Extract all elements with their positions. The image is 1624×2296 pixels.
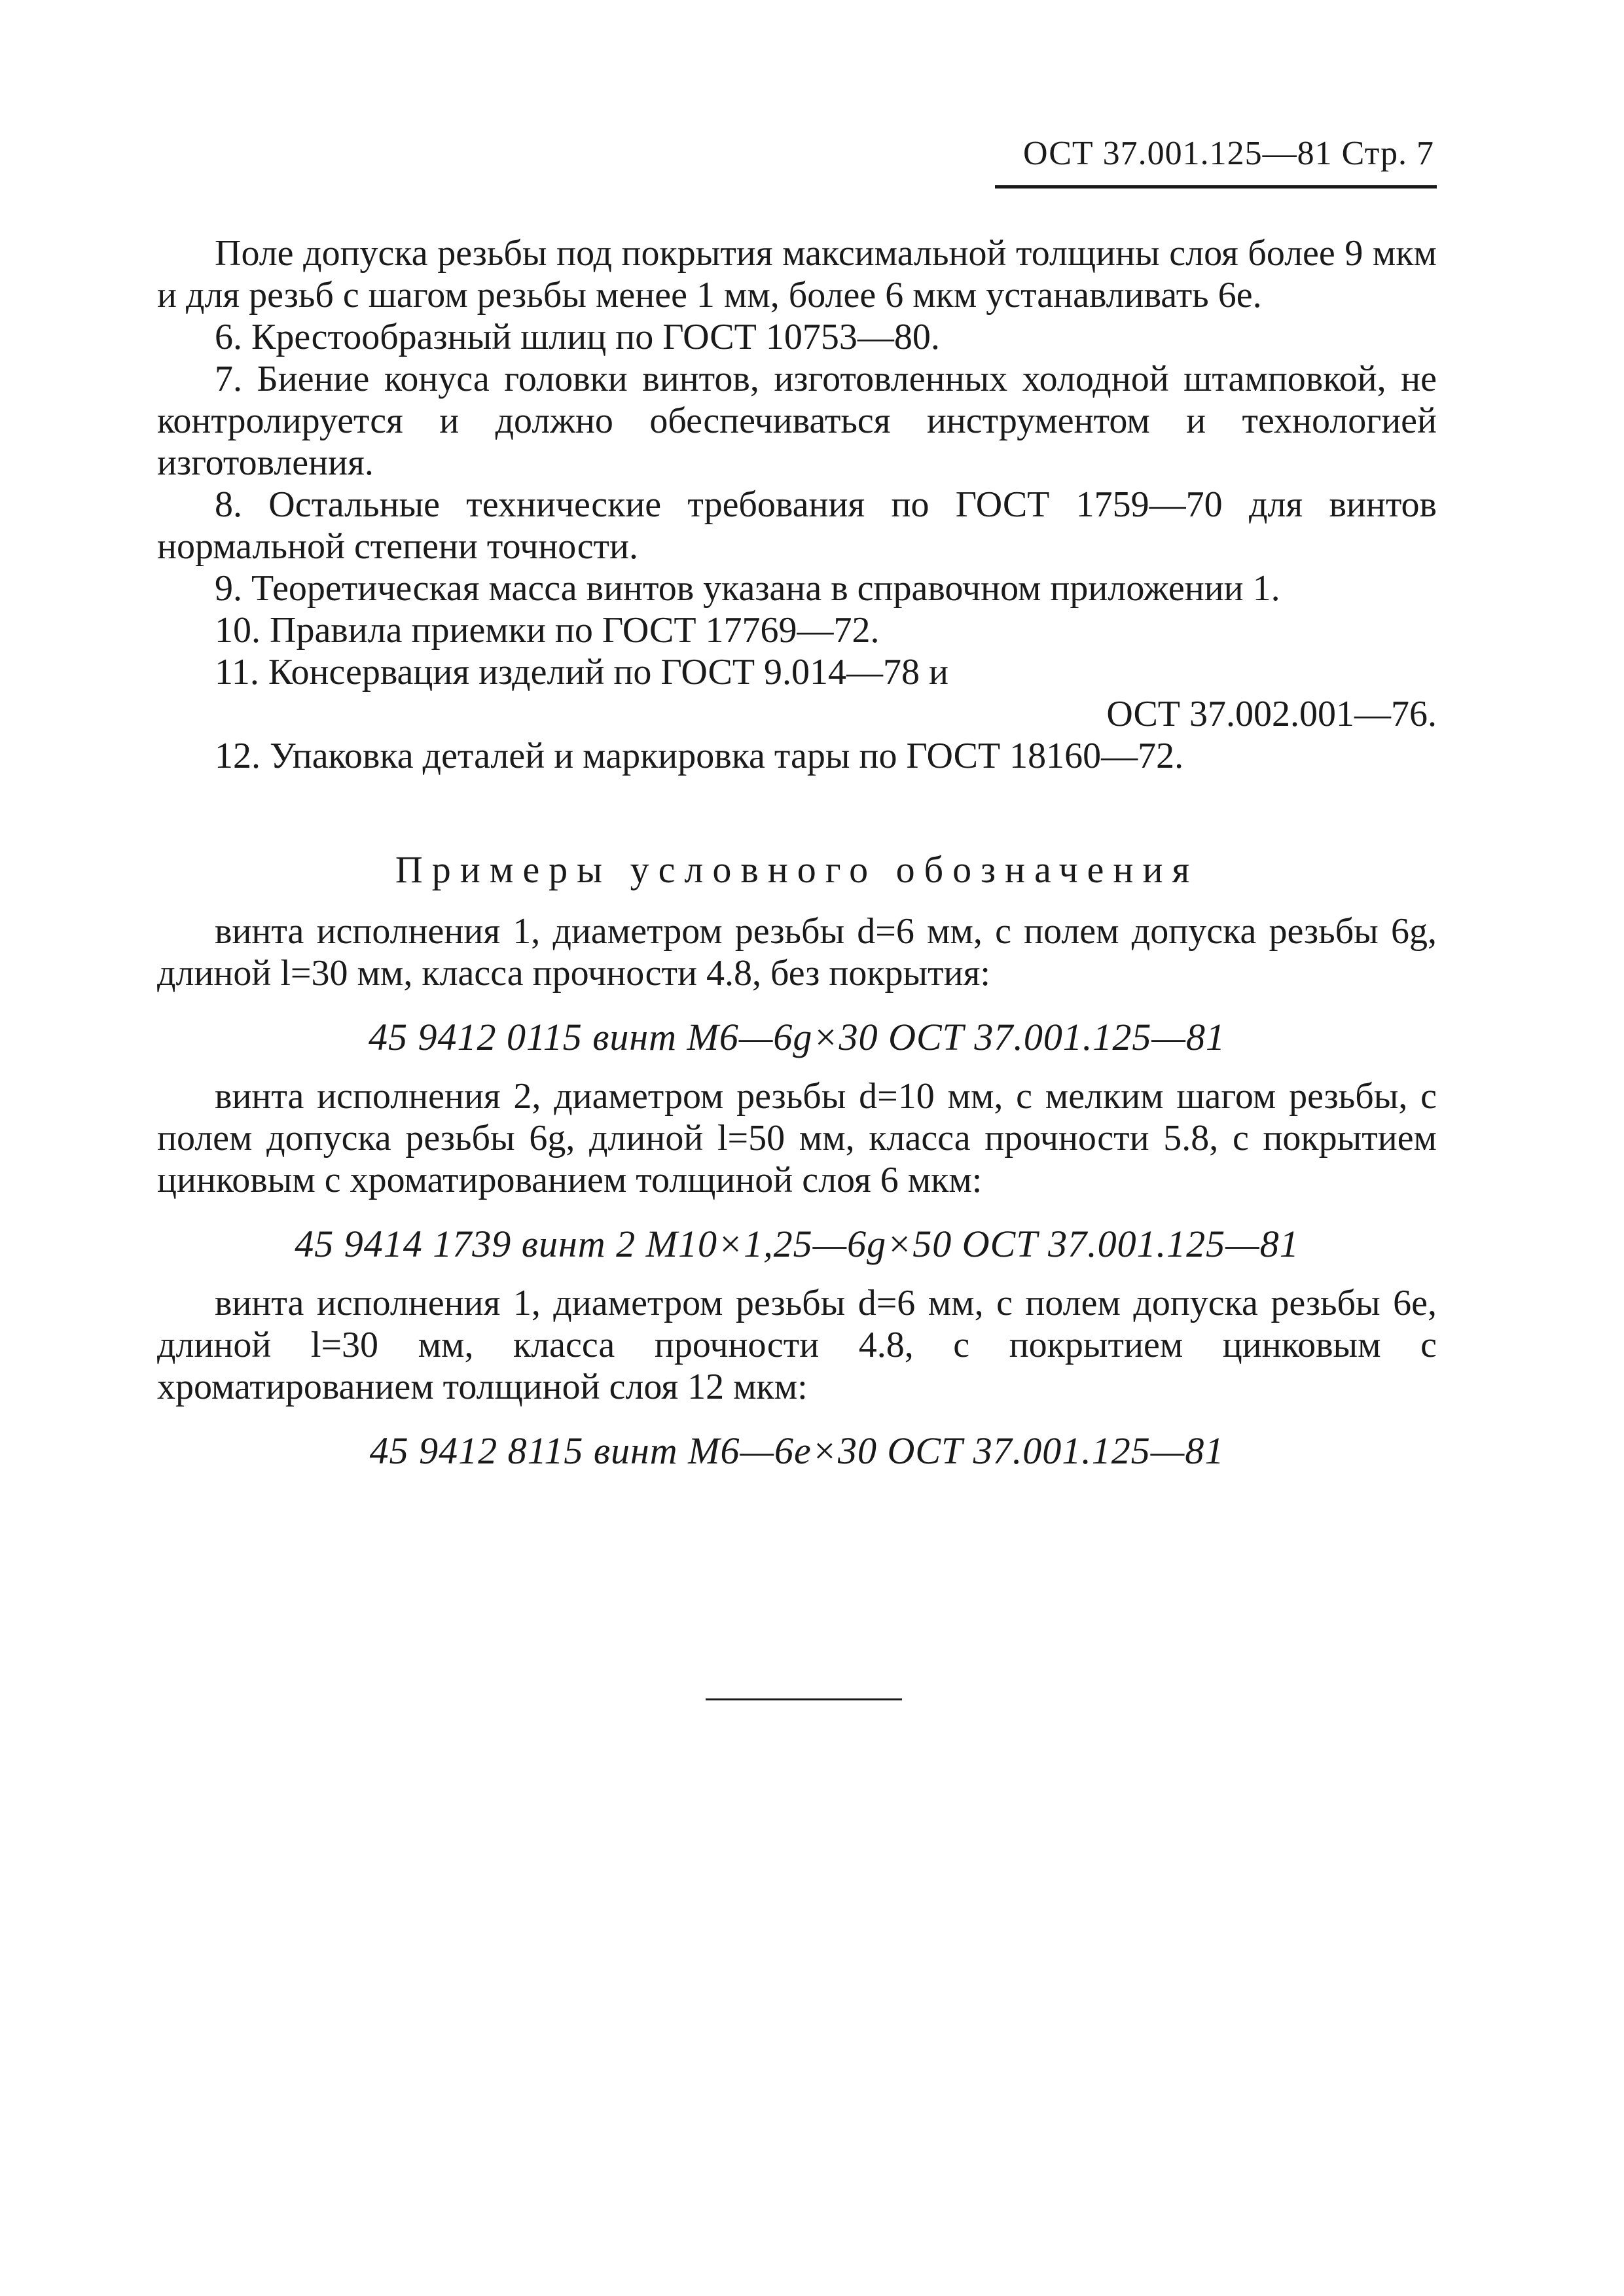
example-3-designation: 45 9412 8115 винт М6—6е×30 ОСТ 37.001.125—81	[369, 1429, 1225, 1472]
example-2-designation: 45 9414 1739 винт 2 М10×1,25—6g×50 ОСТ 37.001.125—81	[295, 1223, 1299, 1265]
item-12: 12. Упаковка деталей и маркировка тары по ГОСТ 18160—72.	[215, 736, 1184, 776]
item-6: 6. Крестообразный шлиц по ГОСТ 10753—80.	[215, 317, 940, 357]
item-7: 7. Биение конуса головки винтов, изготовленных холодной штамповкой, не контролируется и должно обеспечиваться инструментом и технологией изготовления.	[157, 359, 1437, 483]
page-header: ОСТ 37.001.125—81 Стр. 7	[1023, 135, 1434, 172]
item-8: 8. Остальные технические требования по ГОСТ 1759—70 для винтов нормальной степени точности.	[157, 484, 1437, 567]
item-11-line1: 11. Консервация изделий по ГОСТ 9.014—78 и	[215, 652, 949, 692]
document-body	[157, 232, 1437, 1489]
examples-heading: Примеры условного обозначения	[395, 848, 1199, 891]
item-10: 10. Правила приемки по ГОСТ 17769—72.	[215, 610, 880, 651]
end-rule	[706, 1698, 902, 1700]
example-1-text: винта исполнения 1, диаметром резьбы d=6 мм, с полем допуска резьбы 6g, длиной l=30 мм, класса прочности 4.8, без покрытия:	[157, 911, 1437, 994]
header-rule	[995, 185, 1437, 188]
example-2-text: винта исполнения 2, диаметром резьбы d=10 мм, с мелким шагом резьбы, с полем допуска резьбы 6g, длиной l=50 мм, класса прочности 5.8, с покрытием цинковым с хроматированием толщиной слоя 6 мкм:	[157, 1076, 1437, 1200]
intro-paragraph: Поле допуска резьбы под покрытия максимальной толщины слоя более 9 мкм и для резьб с шагом резьбы менее 1 мм, более 6 мкм устанавливать 6е.	[157, 233, 1437, 315]
example-3-text: винта исполнения 1, диаметром резьбы d=6 мм, с полем допуска резьбы 6е, длиной l=30 мм, класса прочности 4.8, с покрытием цинковым с хроматированием толщиной слоя 12 мкм:	[157, 1283, 1437, 1407]
item-11-line2: ОСТ 37.002.001—76.	[1106, 694, 1437, 734]
item-9: 9. Теоретическая масса винтов указана в справочном приложении 1.	[215, 568, 1280, 609]
example-1-designation: 45 9412 0115 винт М6—6g×30 ОСТ 37.001.125—81	[369, 1016, 1225, 1058]
